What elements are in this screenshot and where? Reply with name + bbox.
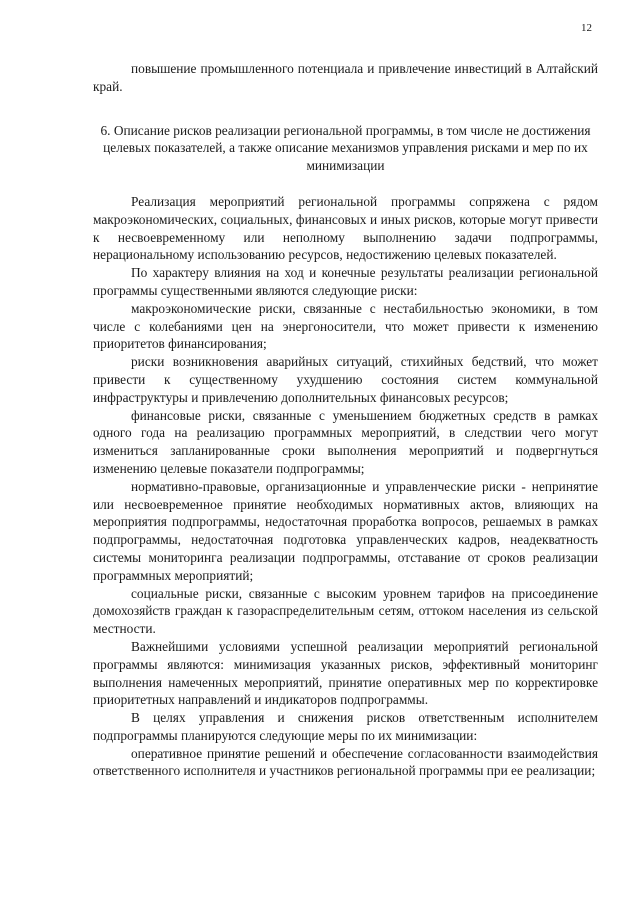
paragraph: Важнейшими условиями успешной реализации мероприятий региональной программы являются: минимизация указанных рисков, эффективный мониторинг выполнения намеченных мероприятий, принятие оперативных мер по корректировке приоритетных направлений и индикаторов подпрограммы. <box>93 638 598 708</box>
paragraph: В целях управления и снижения рисков ответственным исполнителем подпрограммы планируются следующие меры по их минимизации: <box>93 710 598 743</box>
intro-paragraph: повышение промышленного потенциала и привлечение инвестиций в Алтайский край. <box>93 61 598 94</box>
paragraph: Реализация мероприятий региональной программы сопряжена с рядом макроэкономических, социальных, финансовых и иных рисков, которые могут привести к несвоевременному или неполному выполнению задачи подпрограммы, нерациональному использованию ресурсов, недостижению целевых показателей. <box>93 193 598 263</box>
paragraph: риски возникновения аварийных ситуаций, стихийных бедствий, что может привести к существенному ухудшению состояния систем коммунальной инфраструктуры и привлечению дополнительных финансовых ресурсов; <box>93 354 598 405</box>
page-number: 12 <box>581 22 592 34</box>
paragraph: социальные риски, связанные с высоким уровнем тарифов на присоединение домохозяйств граждан к газораспределительным сетям, оттоком населения из сельской местности. <box>93 585 598 637</box>
document-body <box>93 60 598 780</box>
paragraph: оперативное принятие решений и обеспечение согласованности взаимодействия ответственного исполнителя и участников региональной программы при ее реализации; <box>93 745 598 779</box>
paragraph: финансовые риски, связанные с уменьшением бюджетных средств в рамках одного года на реализацию программных мероприятий, в следствии чего могут измениться запланированные сроки выполнения мероприятий и подвергнуться изменению целевые показатели подпрограммы; <box>93 407 598 476</box>
paragraph: нормативно-правовые, организационные и управленческие риски - непринятие или несвоевременное принятие необходимых нормативных актов, влияющих на мероприятия подпрограммы, недостаточная проработка вопросов, решаемых в рамках подпрограммы, недостаточная подготовка управленческих кадров, неадекватность системы мониторинга реализации подпрограммы, отставание от сроков реализации программных мероприятий; <box>93 478 598 583</box>
paragraph: макроэкономические риски, связанные с нестабильностью экономики, в том числе с колебаниями цен на энергоносители, что может привести к изменению приоритетов финансирования; <box>93 300 598 352</box>
section-heading: 6. Описание рисков реализации региональной программы, в том числе не достижения целевых показателей, а также описание механизмов управления рисками и мер по их минимизации <box>100 122 591 174</box>
paragraph: По характеру влияния на ход и конечные результаты реализации региональной программы существенными являются следующие риски: <box>93 265 598 298</box>
